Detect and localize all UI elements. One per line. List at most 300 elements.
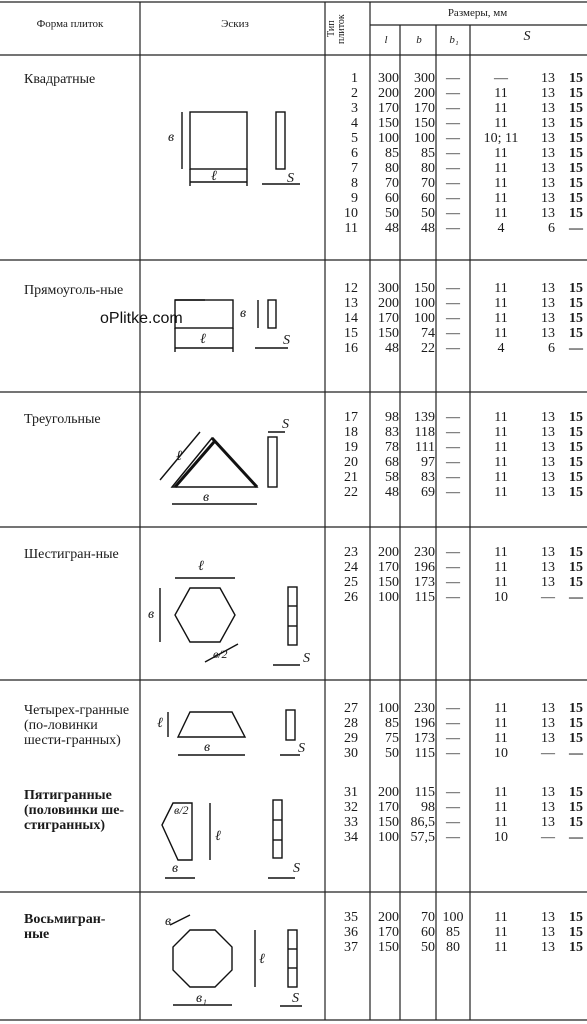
cell-l: 98 (385, 410, 399, 425)
cell-b1: — (446, 731, 460, 746)
cell-b1: — (446, 86, 460, 101)
sketch-label-l: ℓ (211, 169, 217, 184)
sketch-label-l: ℓ (157, 716, 163, 731)
cell-l: 200 (378, 910, 399, 925)
cell-t: 8 (351, 176, 358, 191)
cell-s2: 13 (541, 701, 555, 716)
cell-s3: 15 (569, 545, 583, 560)
cell-b1: — (446, 221, 460, 236)
cell-l: 300 (378, 71, 399, 86)
cell-s3: 15 (569, 455, 583, 470)
cell-s1: 4 (497, 221, 505, 236)
cell-b1: — (446, 830, 460, 845)
cell-b1: — (446, 146, 460, 161)
header-l: l (384, 34, 388, 46)
cell-b1: — (446, 440, 460, 455)
cell-s3: 15 (569, 485, 583, 500)
sketch-label-s: S (293, 861, 300, 876)
cell-s3: 15 (569, 176, 583, 191)
group-name-pentagon: Пятигранные (половинки ше-стигранных) (24, 788, 125, 833)
cell-s2: 13 (541, 71, 555, 86)
cell-s1: 11 (494, 716, 508, 731)
group-name-square: Квадратные (24, 72, 96, 87)
sketch-label-l: ℓ (176, 449, 182, 464)
cell-b: 100 (414, 311, 435, 326)
cell-b1: — (446, 101, 460, 116)
cell-s2: 13 (541, 176, 555, 191)
cell-b: 60 (421, 191, 435, 206)
cell-t: 12 (344, 281, 358, 296)
cell-t: 24 (344, 560, 358, 575)
cell-s3: 15 (569, 575, 583, 590)
cell-l: 170 (378, 800, 399, 815)
cell-s2: 13 (541, 311, 555, 326)
cell-b1: — (446, 311, 460, 326)
cell-l: 150 (378, 940, 399, 955)
cell-s3: 15 (569, 925, 583, 940)
cell-l: 170 (378, 101, 399, 116)
cell-b: 80 (421, 161, 435, 176)
cell-b1: — (446, 131, 460, 146)
cell-s3: 15 (569, 815, 583, 830)
sketch-label-l: ℓ (215, 829, 221, 844)
cell-b1: — (446, 485, 460, 500)
cell-s2: 13 (541, 485, 555, 500)
cell-s1: 11 (494, 425, 508, 440)
cell-b1: — (446, 116, 460, 131)
cell-s1: — (494, 71, 508, 86)
cell-b1: — (446, 296, 460, 311)
cell-b: 173 (414, 575, 435, 590)
cell-t: 9 (351, 191, 358, 206)
sketch-label-b: в (172, 861, 179, 876)
sketch-label-b: в (203, 490, 210, 505)
cell-s1: 11 (494, 910, 508, 925)
cell-s3: 15 (569, 296, 583, 311)
cell-b: 300 (414, 71, 435, 86)
cell-l: 100 (378, 131, 399, 146)
cell-s2: 6 (548, 341, 555, 356)
group-name-triangle: Треугольные (24, 412, 101, 427)
cell-s1: 11 (494, 440, 508, 455)
cell-s1: 11 (494, 470, 508, 485)
cell-s1: 11 (494, 86, 508, 101)
sketch-label-b1: в₁ (196, 991, 207, 1006)
cell-b: 230 (414, 545, 435, 560)
cell-t: 32 (344, 800, 358, 815)
cell-s2: 13 (541, 545, 555, 560)
cell-t: 16 (344, 341, 358, 356)
cell-t: 3 (351, 101, 358, 116)
cell-l: 50 (385, 746, 399, 761)
cell-s2: — (541, 746, 555, 761)
cell-b: 150 (414, 281, 435, 296)
cell-b: 97 (421, 455, 435, 470)
cell-b: 100 (414, 131, 435, 146)
cell-s1: 11 (494, 575, 508, 590)
cell-s2: 13 (541, 560, 555, 575)
sketch-label-l: ℓ (200, 332, 206, 347)
cell-t: 15 (344, 326, 358, 341)
cell-b: 74 (421, 326, 435, 341)
cell-s1: 11 (494, 161, 508, 176)
cell-t: 4 (351, 116, 358, 131)
group-name-hexagon: Шестигран-ные (24, 547, 119, 562)
cell-s1: 11 (494, 176, 508, 191)
sketch-label-b: в (240, 306, 247, 321)
cell-s2: 13 (541, 455, 555, 470)
cell-s2: 13 (541, 116, 555, 131)
cell-l: 50 (385, 206, 399, 221)
cell-t: 6 (351, 146, 358, 161)
cell-b: 48 (421, 221, 435, 236)
cell-l: 170 (378, 311, 399, 326)
cell-b1: — (446, 575, 460, 590)
cell-l: 48 (385, 221, 399, 236)
cell-s1: 11 (494, 116, 508, 131)
header-b1: b₁ (449, 34, 459, 46)
cell-b: 69 (421, 485, 435, 500)
cell-l: 48 (385, 341, 399, 356)
cell-s3: 15 (569, 716, 583, 731)
cell-s1: 11 (494, 206, 508, 221)
cell-b: 100 (414, 296, 435, 311)
cell-s2: 13 (541, 440, 555, 455)
header-b: b (416, 34, 422, 46)
triangle-sketch (160, 432, 285, 504)
cell-b1: — (446, 701, 460, 716)
cell-b: 173 (414, 731, 435, 746)
cell-b: 83 (421, 470, 435, 485)
cell-t: 11 (344, 221, 358, 236)
cell-l: 75 (385, 731, 399, 746)
cell-s1: 4 (497, 341, 505, 356)
cell-s2: 13 (541, 425, 555, 440)
cell-s2: 13 (541, 785, 555, 800)
cell-s2: 13 (541, 206, 555, 221)
sketch-label-s: S (282, 417, 289, 432)
cell-b: 196 (414, 716, 435, 731)
cell-l: 100 (378, 830, 399, 845)
cell-s1: 11 (494, 191, 508, 206)
cell-s1: 10 (494, 746, 508, 761)
sketch-label-l: ℓ (259, 952, 265, 967)
cell-b1: — (446, 206, 460, 221)
cell-b: 115 (414, 746, 435, 761)
cell-s2: 13 (541, 470, 555, 485)
cell-b: 86,5 (410, 815, 435, 830)
cell-l: 300 (378, 281, 399, 296)
cell-s2: 13 (541, 101, 555, 116)
cell-s1: 11 (494, 455, 508, 470)
cell-s3: — (569, 746, 583, 761)
cell-s1: 10 (494, 590, 508, 605)
cell-t: 28 (344, 716, 358, 731)
cell-b: 139 (414, 410, 435, 425)
sketch-label-b: в (168, 130, 175, 145)
cell-l: 83 (385, 425, 399, 440)
cell-t: 37 (344, 940, 358, 955)
cell-s1: 11 (494, 410, 508, 425)
sketch-label-s: S (283, 333, 290, 348)
cell-s3: — (569, 590, 583, 605)
cell-b1: — (446, 470, 460, 485)
cell-s3: 15 (569, 800, 583, 815)
cell-b1: — (446, 71, 460, 86)
sketch-label-half-b: в/2 (174, 803, 189, 817)
cell-s3: 15 (569, 206, 583, 221)
cell-b: 150 (414, 116, 435, 131)
cell-t: 31 (344, 785, 358, 800)
cell-t: 13 (344, 296, 358, 311)
cell-s3: 15 (569, 425, 583, 440)
header-s: S (523, 29, 531, 44)
cell-l: 200 (378, 545, 399, 560)
cell-s1: 11 (494, 326, 508, 341)
cell-b1: — (446, 560, 460, 575)
cell-t: 17 (344, 410, 358, 425)
header-sizes: Размеры, мм (447, 7, 508, 19)
cell-b: 170 (414, 101, 435, 116)
cell-b1: — (446, 785, 460, 800)
cell-b: 118 (414, 425, 435, 440)
sketch-label-s: S (292, 991, 299, 1006)
cell-b: 50 (421, 206, 435, 221)
cell-s2: 13 (541, 410, 555, 425)
octagon-sketch (170, 915, 302, 1006)
cell-t: 14 (344, 311, 358, 326)
cell-b1: — (446, 326, 460, 341)
cell-s3: 15 (569, 701, 583, 716)
header-sketch: Эскиз (221, 18, 249, 30)
cell-s2: 13 (541, 800, 555, 815)
cell-s3: 15 (569, 560, 583, 575)
cell-s3: 15 (569, 440, 583, 455)
cell-b1: — (446, 410, 460, 425)
cell-b1: — (446, 716, 460, 731)
cell-s1: 11 (494, 701, 508, 716)
sketch-label-half-b: в/2 (213, 647, 228, 661)
cell-b1: — (446, 191, 460, 206)
sketch-label-s: S (303, 651, 310, 666)
cell-l: 70 (385, 176, 399, 191)
cell-s1: 11 (494, 545, 508, 560)
header-type: Тип плиток (326, 14, 347, 44)
cell-l: 200 (378, 785, 399, 800)
quadrilateral-sketch (168, 710, 300, 755)
group-name-rectangle: Прямоуголь-ные (24, 283, 124, 298)
sketch-label-b: в (165, 914, 172, 929)
cell-s3: 15 (569, 326, 583, 341)
cell-b: 60 (421, 925, 435, 940)
cell-s2: 13 (541, 731, 555, 746)
rectangle-sketch (175, 300, 288, 352)
cell-l: 58 (385, 470, 399, 485)
cell-b1: — (446, 800, 460, 815)
cell-t: 35 (344, 910, 358, 925)
cell-b: 57,5 (410, 830, 435, 845)
cell-b1: 80 (446, 940, 460, 955)
cell-s2: 13 (541, 296, 555, 311)
cell-l: 170 (378, 560, 399, 575)
cell-t: 25 (344, 575, 358, 590)
cell-t: 29 (344, 731, 358, 746)
cell-t: 18 (344, 425, 358, 440)
cell-s2: 13 (541, 910, 555, 925)
cell-b1: — (446, 455, 460, 470)
cell-s1: 11 (494, 485, 508, 500)
sketch-label-s: S (298, 741, 305, 756)
cell-t: 36 (344, 925, 358, 940)
cell-s2: 13 (541, 925, 555, 940)
cell-l: 150 (378, 575, 399, 590)
cell-s1: 10; 11 (483, 131, 519, 146)
watermark: oPlitke.com (100, 310, 183, 327)
cell-t: 1 (351, 71, 358, 86)
cell-b: 22 (421, 341, 435, 356)
cell-l: 200 (378, 86, 399, 101)
cell-s1: 11 (494, 940, 508, 955)
sketch-label-s: S (287, 171, 294, 186)
cell-t: 20 (344, 455, 358, 470)
cell-s3: 15 (569, 731, 583, 746)
cell-s3: 15 (569, 146, 583, 161)
cell-s2: 13 (541, 281, 555, 296)
cell-b: 70 (421, 176, 435, 191)
sketch-label-b: в (148, 607, 155, 622)
cell-t: 5 (351, 131, 358, 146)
cell-b1: — (446, 341, 460, 356)
cell-l: 48 (385, 485, 399, 500)
cell-s2: 13 (541, 86, 555, 101)
cell-t: 26 (344, 590, 358, 605)
cell-s2: 13 (541, 326, 555, 341)
hexagon-sketch (160, 578, 300, 665)
cell-l: 100 (378, 590, 399, 605)
cell-s3: 15 (569, 131, 583, 146)
cell-s1: 11 (494, 731, 508, 746)
cell-t: 27 (344, 701, 358, 716)
cell-b: 111 (415, 440, 435, 455)
cell-s1: 11 (494, 101, 508, 116)
cell-s3: 15 (569, 281, 583, 296)
cell-b: 50 (421, 940, 435, 955)
cell-s1: 11 (494, 281, 508, 296)
cell-s3: 15 (569, 910, 583, 925)
group-name-quadrilateral: Четырех-гранные (по-ловинки шести-гранных) (24, 703, 130, 748)
cell-b1: 85 (446, 925, 460, 940)
cell-l: 85 (385, 716, 399, 731)
cell-s2: 13 (541, 815, 555, 830)
sketch-label-b: в (204, 740, 211, 755)
cell-b: 230 (414, 701, 435, 716)
header-shape: Форма плиток (36, 18, 104, 30)
cell-s3: 15 (569, 161, 583, 176)
cell-t: 10 (344, 206, 358, 221)
cell-s2: 13 (541, 940, 555, 955)
cell-s2: 13 (541, 191, 555, 206)
cell-b1: — (446, 590, 460, 605)
cell-b1: — (446, 425, 460, 440)
cell-t: 7 (351, 161, 358, 176)
cell-s2: — (541, 590, 555, 605)
cell-b1: — (446, 176, 460, 191)
cell-b: 70 (421, 910, 435, 925)
cell-s3: 15 (569, 311, 583, 326)
cell-s3: 15 (569, 470, 583, 485)
cell-t: 2 (351, 86, 358, 101)
cell-b: 98 (421, 800, 435, 815)
cell-t: 23 (344, 545, 358, 560)
cell-s1: 10 (494, 830, 508, 845)
cell-t: 33 (344, 815, 358, 830)
cell-s1: 11 (494, 815, 508, 830)
cell-b1: 100 (442, 910, 464, 925)
cell-s3: — (569, 830, 583, 845)
cell-l: 78 (385, 440, 399, 455)
cell-s2: — (541, 830, 555, 845)
cell-l: 60 (385, 191, 399, 206)
cell-t: 21 (344, 470, 358, 485)
cell-s2: 13 (541, 716, 555, 731)
cell-s3: 15 (569, 71, 583, 86)
cell-s3: — (569, 221, 583, 236)
cell-s3: 15 (569, 86, 583, 101)
cell-s3: 15 (569, 785, 583, 800)
cell-s1: 11 (494, 925, 508, 940)
cell-t: 30 (344, 746, 358, 761)
cell-s2: 13 (541, 131, 555, 146)
cell-l: 150 (378, 116, 399, 131)
cell-b: 115 (414, 785, 435, 800)
cell-b: 85 (421, 146, 435, 161)
cell-s1: 11 (494, 800, 508, 815)
cell-b: 115 (414, 590, 435, 605)
cell-b: 200 (414, 86, 435, 101)
cell-l: 150 (378, 815, 399, 830)
square-sketch (182, 112, 300, 186)
cell-s1: 11 (494, 785, 508, 800)
cell-l: 170 (378, 925, 399, 940)
cell-s1: 11 (494, 296, 508, 311)
cell-t: 22 (344, 485, 358, 500)
cell-b1: — (446, 161, 460, 176)
cell-s3: — (569, 341, 583, 356)
cell-s1: 11 (494, 560, 508, 575)
cell-l: 85 (385, 146, 399, 161)
cell-l: 68 (385, 455, 399, 470)
cell-s1: 11 (494, 311, 508, 326)
cell-s3: 15 (569, 940, 583, 955)
cell-l: 100 (378, 701, 399, 716)
cell-b1: — (446, 746, 460, 761)
cell-s2: 6 (548, 221, 555, 236)
cell-s2: 13 (541, 146, 555, 161)
cell-s3: 15 (569, 410, 583, 425)
group-name-octagon: Восьмигран-ные (24, 912, 106, 942)
cell-t: 19 (344, 440, 358, 455)
cell-s3: 15 (569, 116, 583, 131)
cell-s3: 15 (569, 101, 583, 116)
cell-t: 34 (344, 830, 358, 845)
sketch-label-l: ℓ (198, 559, 204, 574)
cell-l: 80 (385, 161, 399, 176)
cell-b1: — (446, 545, 460, 560)
cell-l: 150 (378, 326, 399, 341)
cell-b: 196 (414, 560, 435, 575)
cell-b1: — (446, 815, 460, 830)
cell-s1: 11 (494, 146, 508, 161)
